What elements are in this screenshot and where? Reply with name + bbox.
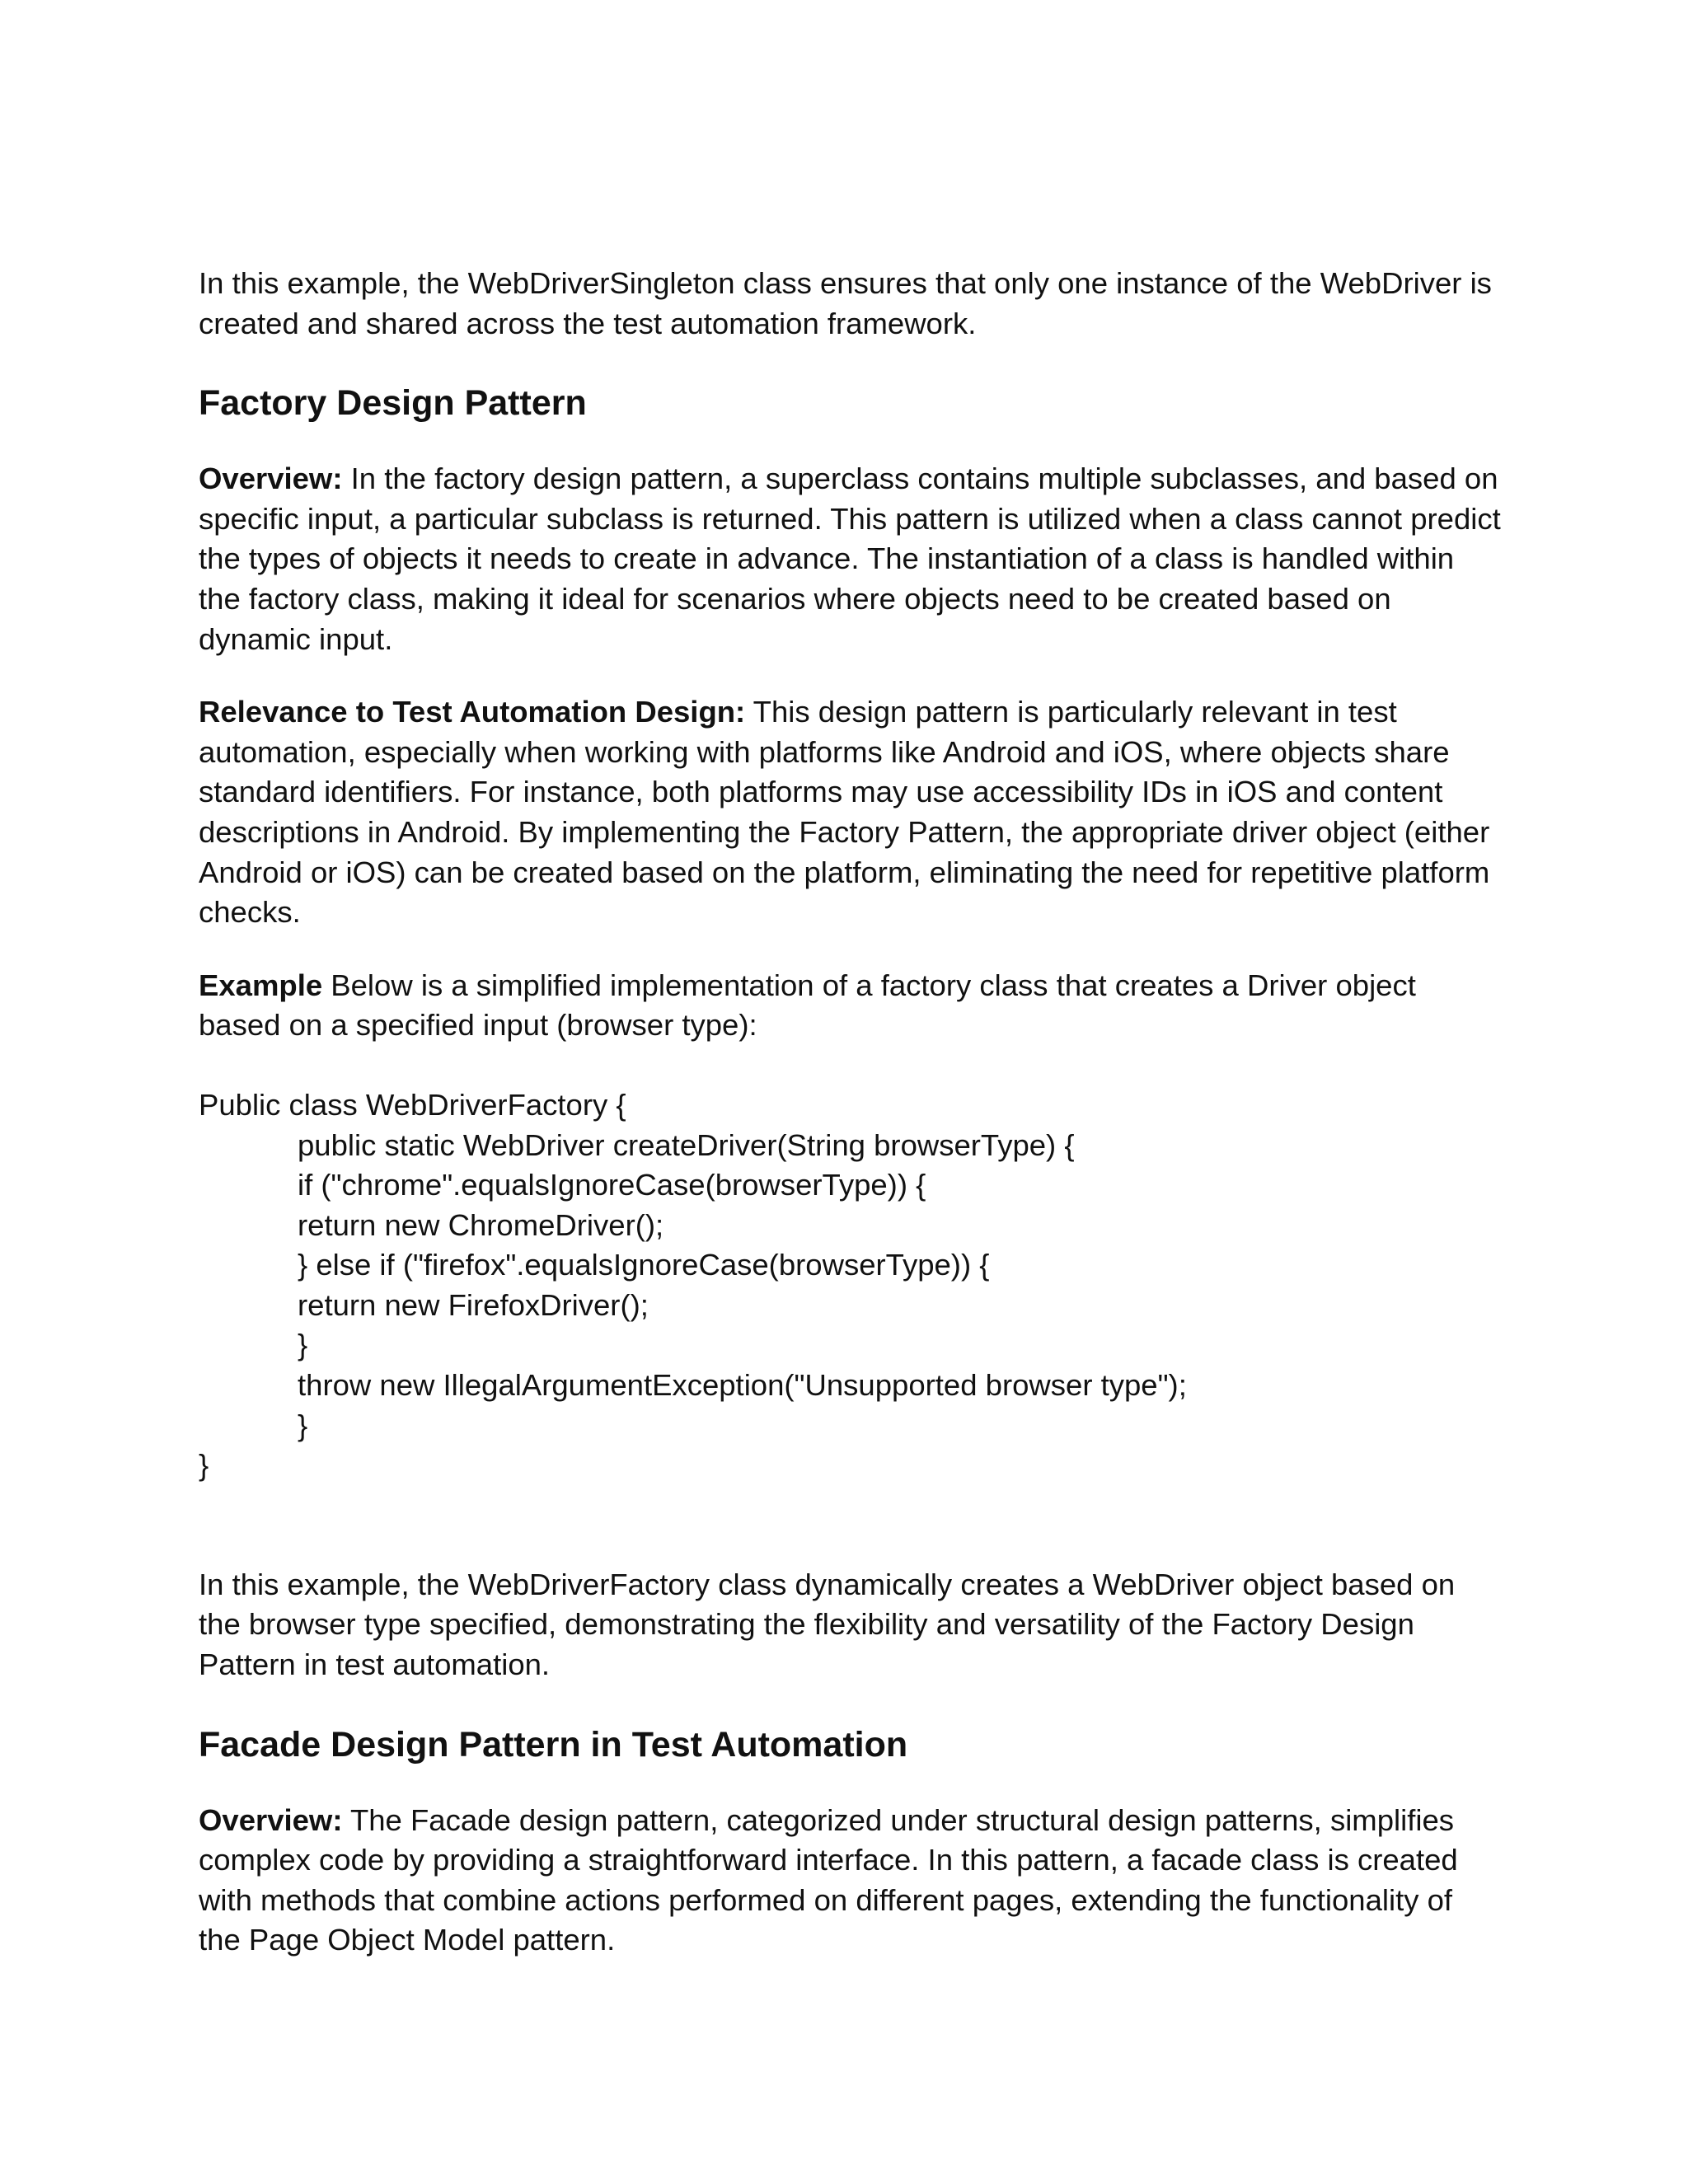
factory-overview-paragraph: [199, 459, 1501, 659]
intro-paragraph: In this example, the WebDriverSingleton class ensures that only one instance of the WebDriver is created and shared across the test automation framework.: [199, 266, 1492, 340]
factory-example-text: Below is a simplified implementation of a factory class that creates a Driver object based on a specified input (browser type):: [199, 968, 1416, 1043]
code-line: return new ChromeDriver();: [298, 1207, 664, 1242]
factory-example-paragraph: [199, 966, 1501, 1046]
factory-relevance-label: Relevance to Test Automation Design:: [199, 695, 746, 729]
factory-relevance-paragraph: [199, 692, 1501, 933]
code-line: }: [298, 1328, 308, 1362]
factory-relevance-text: This design pattern is particularly relevant in test automation, especially when working with platforms like Android and iOS, where objects share standard identifiers. For instance, both platforms may use accessibility IDs in iOS and content descriptions in Android. By implementing the Factory Pattern, the appropriate driver object (either Android or iOS) can be created based on the platform, eliminating the need for repetitive platform checks.: [199, 695, 1490, 930]
code-line: Public class WebDriverFactory {: [199, 1087, 626, 1122]
code-line: }: [199, 1448, 209, 1483]
facade-heading: Facade Design Pattern in Test Automation: [199, 1724, 908, 1765]
code-line: return new FirefoxDriver();: [298, 1287, 649, 1322]
code-line: public static WebDriver createDriver(String browserType) {: [298, 1127, 1075, 1162]
code-block: [199, 1085, 1501, 1486]
factory-heading: Factory Design Pattern: [199, 383, 587, 424]
factory-overview-text: In the factory design pattern, a superclass contains multiple subclasses, and based on specific input, a particular subclass is returned. This pattern is utilized when a class cannot predict the types of objects it needs to create in advance. The instantiation of a class is handled within the factory class, making it ideal for scenarios where objects need to be created based on dynamic input.: [199, 462, 1501, 656]
factory-overview-label: Overview:: [199, 462, 343, 496]
code-line: if ("chrome".equalsIgnoreCase(browserType)) {: [298, 1168, 926, 1202]
code-line: throw new IllegalArgumentException("Unsupported browser type");: [298, 1368, 1187, 1403]
code-line: }: [298, 1408, 308, 1442]
facade-overview-text: The Facade design pattern, categorized under structural design patterns, simplifies complex code by providing a straightforward interface. In this pattern, a facade class is created with methods that combine actions performed on different pages, extending the functionality of the Page Object Model pattern.: [199, 1802, 1458, 1957]
code-line: } else if ("firefox".equalsIgnoreCase(browserType)) {: [298, 1248, 990, 1282]
document-page: [199, 264, 1501, 1961]
facade-overview-label: Overview:: [199, 1802, 343, 1837]
facade-overview-paragraph: [199, 1801, 1501, 1961]
factory-example-label: Example: [199, 968, 323, 1002]
factory-summary-paragraph: In this example, the WebDriverFactory class dynamically creates a WebDriver object based on the browser type specified, demonstrating the flexibility and versatility of the Factory Design Pattern in test automation.: [199, 1567, 1456, 1682]
